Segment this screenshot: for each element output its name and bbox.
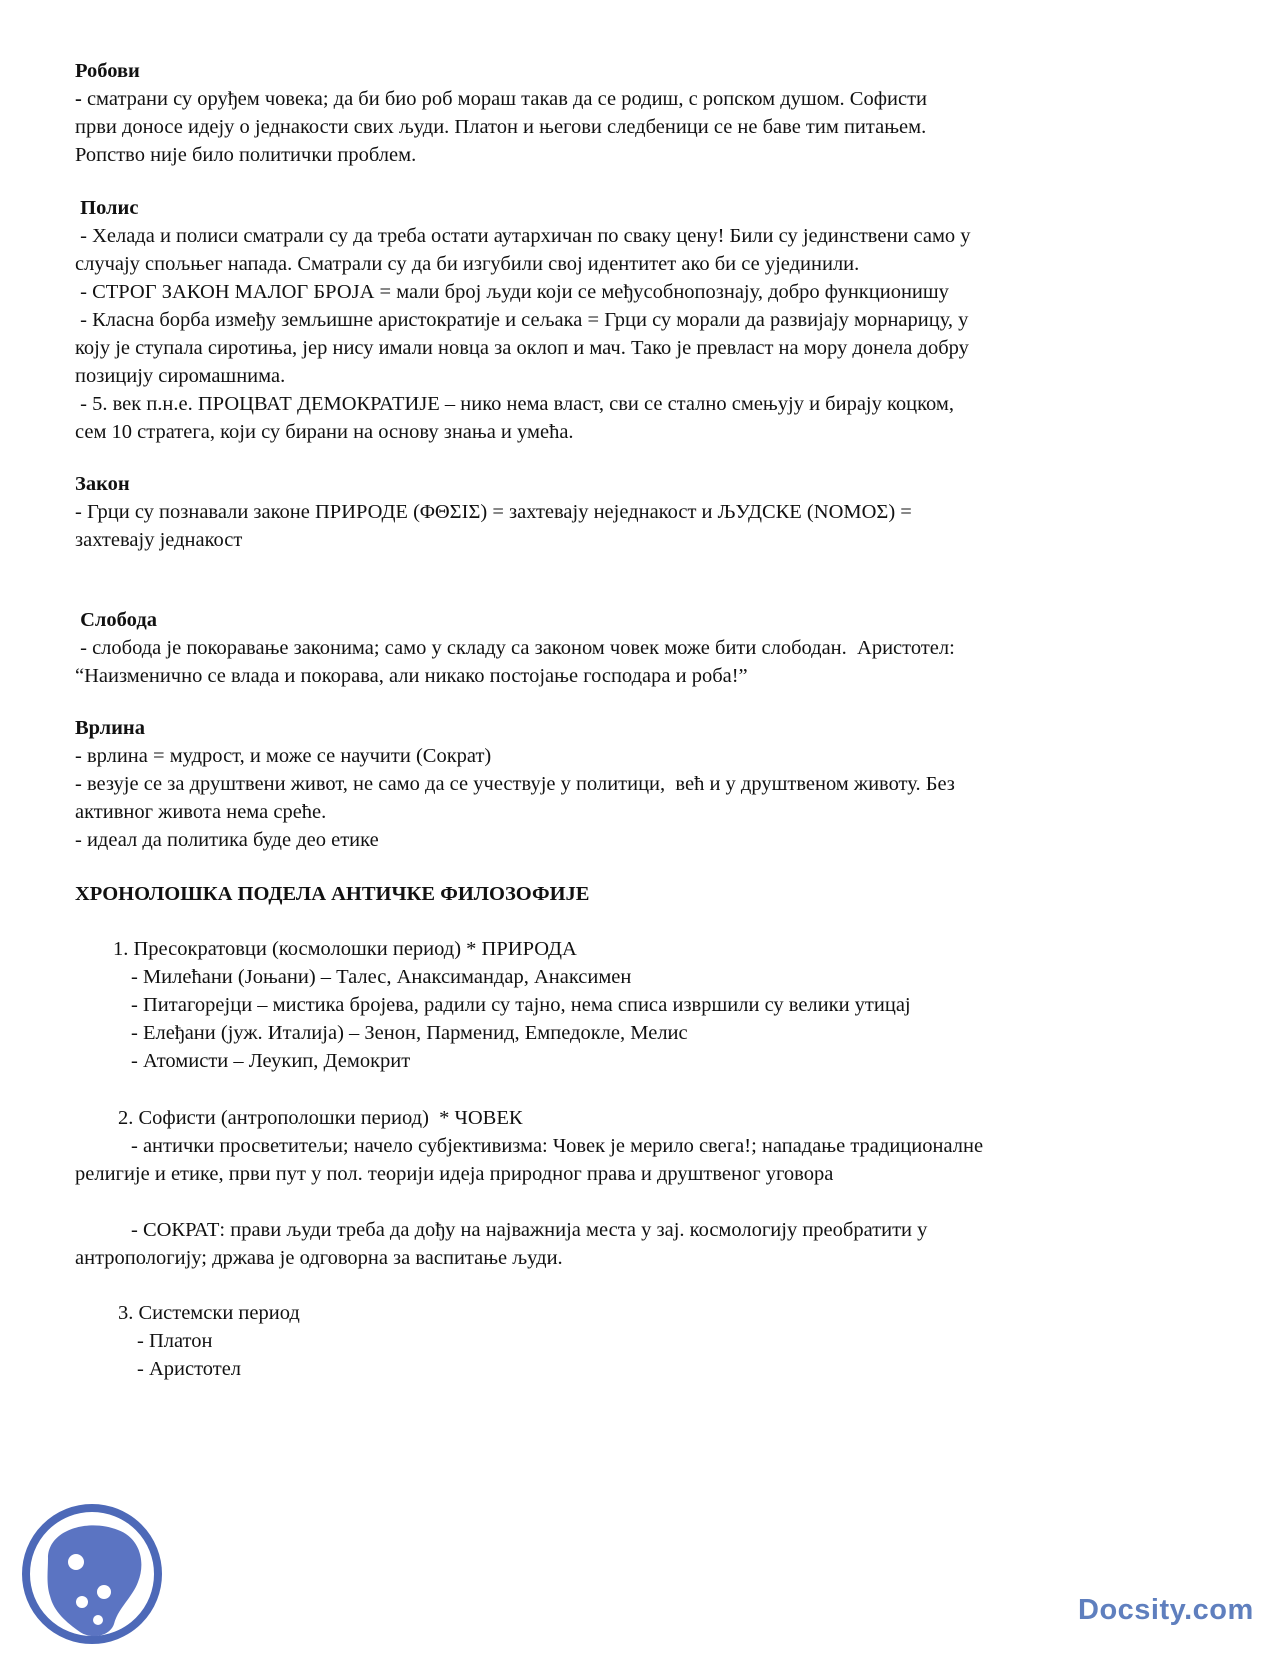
period-2-title: 2. Софисти (антрополошки период) * ЧОВЕК	[118, 1107, 523, 1129]
docsity-logo-icon	[18, 1500, 166, 1648]
robovi-line-2: први доносе идеју о једнакости свих људи. Платон и његови следбеници се не баве тим питањем.	[75, 116, 927, 138]
period-3-item: - Платон	[137, 1330, 213, 1352]
polis-line-6: позицију сиромашнима.	[75, 365, 286, 387]
section-heading-robovi: Робови	[75, 60, 140, 82]
docsity-brand-text[interactable]: Docsity.com	[1078, 1594, 1254, 1626]
zakon-line-1: - Грци су познавали законе ПРИРОДЕ (ΦΘΣΙΣ) = захтевају неједнакост и ЉУДСКЕ (ΝΟΜΟΣ) =	[75, 501, 912, 523]
period-3-item: - Аристотел	[137, 1358, 242, 1380]
robovi-line-1-text: сматрани су оруђем човека; да би био роб мораш такав да се родиш, с ропском душом. Софисти	[81, 88, 927, 110]
period-1-item: - Елеђани (јуж. Италија) – Зенон, Парменид, Емпедокле, Мелис	[131, 1022, 688, 1044]
polis-line-8: сем 10 стратега, који су бирани на основу знања и умећа.	[75, 421, 574, 443]
vrlina-line-1: - врлина = мудрост, и може се научити (Сократ)	[75, 745, 492, 767]
polis-line-4: - Класна борба између земљишне аристократије и сељака = Грци су морали да развијају морнарицу, у	[75, 309, 969, 331]
period-2-line-4: антропологију; држава је одговорна за васпитање људи.	[75, 1247, 563, 1269]
period-2-line-3: - СОКРАТ: прави људи треба да дођу на најважнија места у зај. космологију преобратити у	[131, 1219, 928, 1241]
section-heading-zakon: Закон	[75, 473, 130, 495]
section-heading-polis: Полис	[75, 197, 139, 219]
vrlina-line-2: - везује се за друштвени живот, не само да се учествује у политици, већ и у друштвеном животу. Без	[75, 773, 955, 795]
bullet-dash: -	[75, 88, 82, 110]
section-heading-hronologija: ХРОНОЛОШКА ПОДЕЛА АНТИЧКЕ ФИЛОЗОФИЈЕ	[75, 883, 590, 905]
polis-line-3: - СТРОГ ЗАКОН МАЛОГ БРОЈА = мали број људи који се међусобнопознају, добро функционишу	[75, 281, 949, 303]
section-heading-vrlina: Врлина	[75, 717, 145, 739]
period-2-line-1: - антички просветитељи; начело субјективизма: Човек је мерило свега!; нападање традиционалне	[131, 1135, 984, 1157]
sloboda-line-2: “Наизменично се влада и покорава, али никако постојање господара и роба!”	[75, 665, 748, 687]
sloboda-line-1: - слобода је покоравање законима; само у складу са законом човек може бити слободан. Аристотел:	[75, 637, 955, 659]
polis-line-1: - Хелада и полиси сматрали су да треба остати аутархичан по сваку цену! Били су јединствени само у	[75, 225, 971, 247]
vrlina-line-3: активног живота нема среће.	[75, 801, 327, 823]
period-1-item: - Атомисти – Леукип, Демокрит	[131, 1050, 411, 1072]
vrlina-line-4: - идеал да политика буде део етике	[75, 829, 379, 851]
polis-line-2: случају спољњег напада. Сматрали су да би изгубили свој идентитет ако би се ујединили.	[75, 253, 860, 275]
period-1-item: - Милећани (Јоњани) – Талес, Анаксимандар, Анаксимен	[131, 966, 632, 988]
period-1-item: - Питагорејци – мистика бројева, радили су тајно, нема списа извршили су велики утицај	[131, 994, 911, 1016]
section-heading-sloboda: Слобода	[75, 609, 157, 631]
period-2-line-2: религије и етике, први пут у пол. теорији идеја природног права и друштвеног уговора	[75, 1163, 834, 1185]
polis-line-5: коју је ступала сиротиња, јер нису имали новца за оклоп и мач. Тако је превласт на мору донела добру	[75, 337, 969, 359]
period-3-title: 3. Системски период	[118, 1302, 300, 1324]
period-1-title: 1. Пресократовци (космолошки период) * ПРИРОДА	[113, 938, 577, 960]
robovi-line-1	[75, 85, 1195, 114]
robovi-line-3: Ропство није било политички проблем.	[75, 144, 417, 166]
polis-line-7: - 5. век п.н.е. ПРОЦВАТ ДЕМОКРАТИЈЕ – нико нема власт, сви се стално смењују и бирају коцком,	[75, 393, 954, 415]
zakon-line-2: захтевају једнакост	[75, 529, 243, 551]
